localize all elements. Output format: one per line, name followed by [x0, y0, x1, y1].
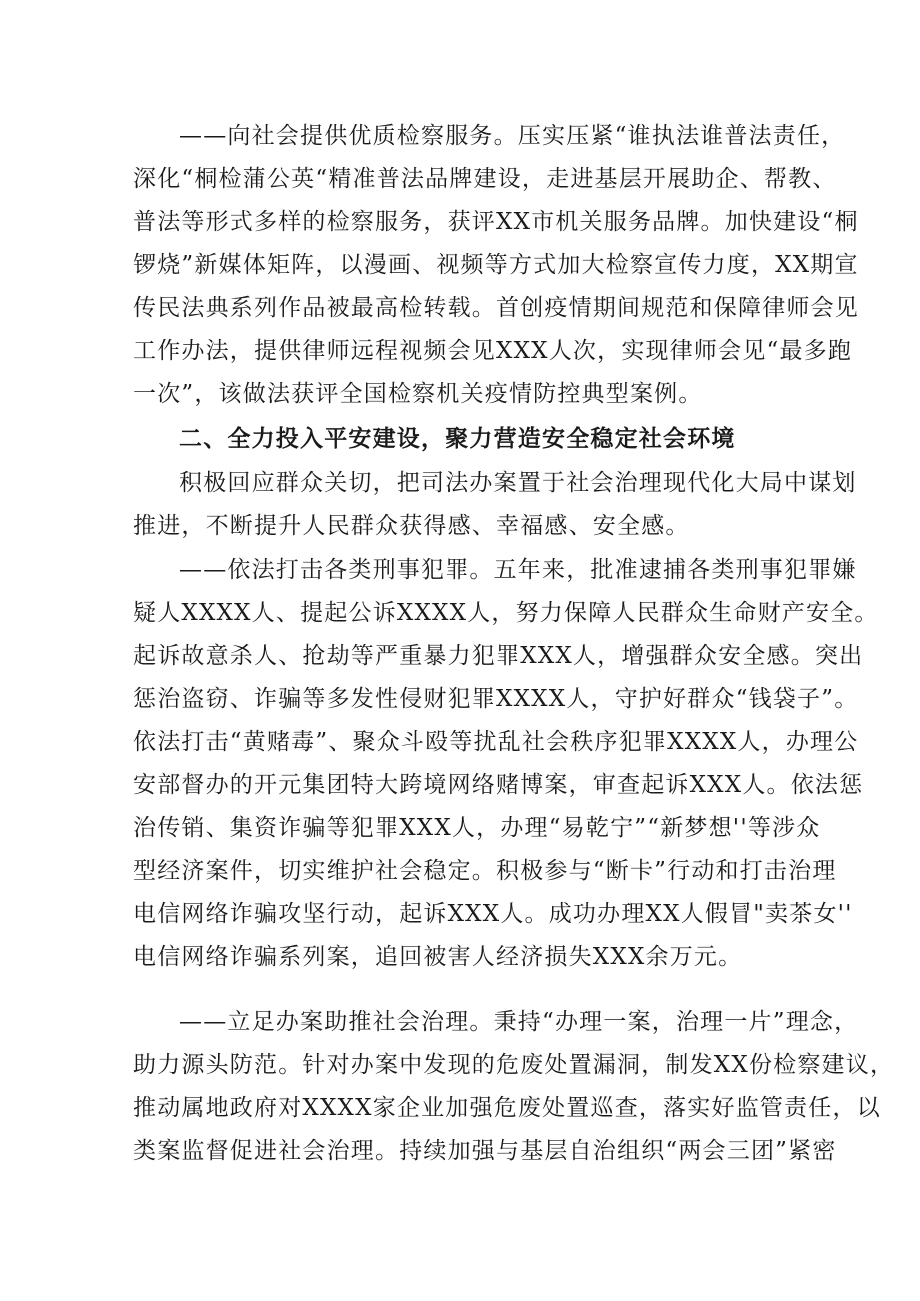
text-line: 类案监督促进社会治理。持续加强与基层自治组织“两会三团”紧密	[133, 1138, 837, 1164]
paragraph-social-governance	[133, 1001, 895, 1173]
text-line: 起诉故意杀人、抢劫等严重暴力犯罪XXX人，增强群众安全感。突出	[133, 643, 864, 669]
text-line: 惩治盗窃、诈骗等多发性侵财犯罪XXXX人，守护好群众“钱袋子”。	[133, 686, 859, 712]
text-line: 锣烧”新媒体矩阵，以漫画、视频等方式加大检察宣传力度，XX期宣	[133, 252, 859, 278]
text-line: 电信网络诈骗攻坚行动，起诉XXX人。成功办理XX人假冒"卖茶女''	[133, 901, 853, 927]
text-line: 一次”，该做法获评全国检察机关疫情防控典型案例。	[133, 381, 703, 407]
text-line: 普法等形式多样的检察服务，获评XX市机关服务品牌。加快建设“桐	[133, 209, 859, 235]
text-line: 推进，不断提升人民群众获得感、幸福感、安全感。	[133, 513, 690, 539]
text-line: 型经济案件，切实维护社会稳定。积极参与“断卡”行动和打击治理	[133, 858, 837, 884]
text-line: ——依法打击各类刑事犯罪。五年来，批准逮捕各类刑事犯罪嫌	[179, 557, 857, 583]
text-line: 疑人XXXX人、提起公诉XXXX人，努力保障人民群众生命财产安全。	[133, 600, 879, 626]
paragraph-legal-services	[133, 115, 859, 416]
text-line: 积极回应群众关切，把司法办案置于社会治理现代化大局中谋划	[179, 470, 857, 496]
text-line: ——立足办案助推社会治理。秉持“办理一案，治理一片”理念，	[179, 1009, 859, 1035]
text-line: 治传销、集资诈骗等犯罪XXX人，办理“易乾宁”“新梦想''等涉众	[133, 815, 821, 841]
text-line: 安部督办的开元集团特大跨境网络赌博案，审查起诉XXX人。依法惩	[133, 772, 864, 798]
text-line: 工作办法，提供律师远程视频会见XXX人次，实现律师会见“最多跑	[133, 338, 853, 364]
text-line: 推动属地政府对XXXX家企业加强危废处置巡查，落实好监管责任，以	[133, 1095, 881, 1121]
section-heading: 二、全力投入平安建设，聚力营造安全稳定社会环境	[179, 426, 736, 452]
paragraph-intro	[133, 462, 857, 548]
text-line: ——向社会提供优质检察服务。压实压紧“谁执法谁普法责任，	[179, 123, 846, 149]
text-line: 依法打击“黄赌毒”、聚众斗殴等扰乱社会秩序犯罪XXXX人，办理公	[133, 729, 859, 755]
text-line: 深化“桐检蒲公英“精准普法品牌建设，走进基层开展助企、帮教、	[133, 166, 837, 192]
paragraph-crime-crackdown	[133, 549, 879, 979]
text-line: 传民法典系列作品被最高检转载。首创疫情期间规范和保障律师会见	[133, 295, 859, 321]
text-line: 电信网络诈骗系列案，追回被害人经济损失XXX余万元。	[133, 944, 743, 970]
text-line: 助力源头防范。针对办案中发现的危废处置漏洞，制发XX份检察建议，	[133, 1052, 895, 1078]
